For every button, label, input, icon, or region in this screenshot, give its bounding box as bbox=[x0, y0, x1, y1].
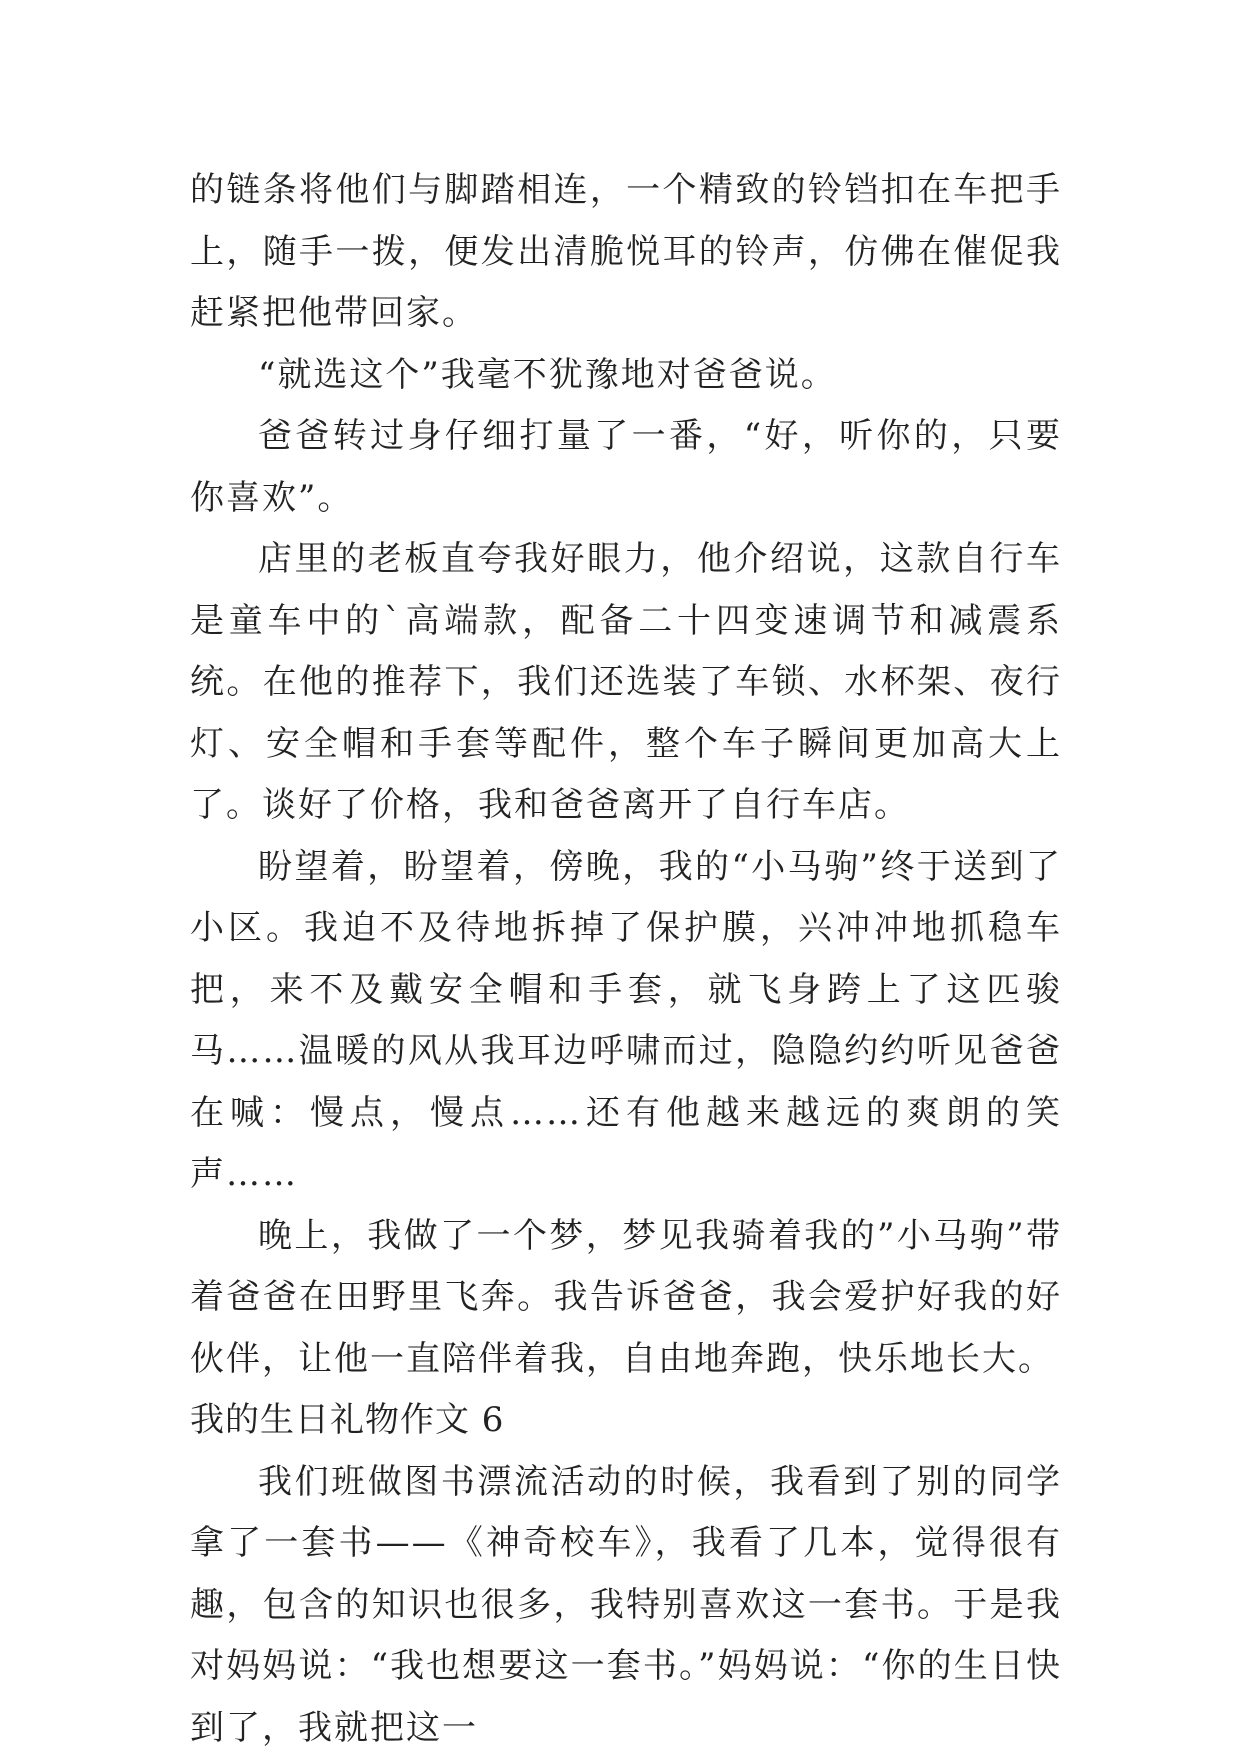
paragraph-7: 我们班做图书漂流活动的时候，我看到了别的同学拿了一套书——《神奇校车》，我看了几本，觉得很有趣，包含的知识也很多，我特别喜欢这一套书。于是我对妈妈说：“我也想要这一套书。”妈妈说：“你的生日快到了，我就把这一 bbox=[190, 1452, 1062, 1759]
paragraph-6: 晚上，我做了一个梦，梦见我骑着我的”小马驹”带着爸爸在田野里飞奔。我告诉爸爸，我会爱护好我的好伙伴，让他一直陪伴着我，自由地奔跑，快乐地长大。 bbox=[190, 1206, 1062, 1391]
paragraph-4: 店里的老板直夸我好眼力，他介绍说，这款自行车是童车中的`高端款，配备二十四变速调节和减震系统。在他的推荐下，我们还选装了车锁、水杯架、夜行灯、安全帽和手套等配件，整个车子瞬间更加高大上了。谈好了价格，我和爸爸离开了自行车店。 bbox=[190, 529, 1062, 837]
paragraph-5: 盼望着，盼望着，傍晚，我的“小马驹”终于送到了小区。我迫不及待地拆掉了保护膜，兴冲冲地抓稳车把，来不及戴安全帽和手套，就飞身跨上了这匹骏马……温暖的风从我耳边呼啸而过，隐隐约约听见爸爸在喊：慢点，慢点……还有他越来越远的爽朗的笑声…… bbox=[190, 837, 1062, 1206]
paragraph-1: 的链条将他们与脚踏相连，一个精致的铃铛扣在车把手上，随手一拨，便发出清脆悦耳的铃声，仿佛在催促我赶紧把他带回家。 bbox=[190, 160, 1062, 345]
section-heading: 我的生日礼物作文 6 bbox=[190, 1390, 1062, 1452]
paragraph-2: “就选这个”我毫不犹豫地对爸爸说。 bbox=[190, 345, 1062, 407]
paragraph-3: 爸爸转过身仔细打量了一番，“好，听你的，只要你喜欢”。 bbox=[190, 406, 1062, 529]
document-body bbox=[190, 160, 1062, 1759]
